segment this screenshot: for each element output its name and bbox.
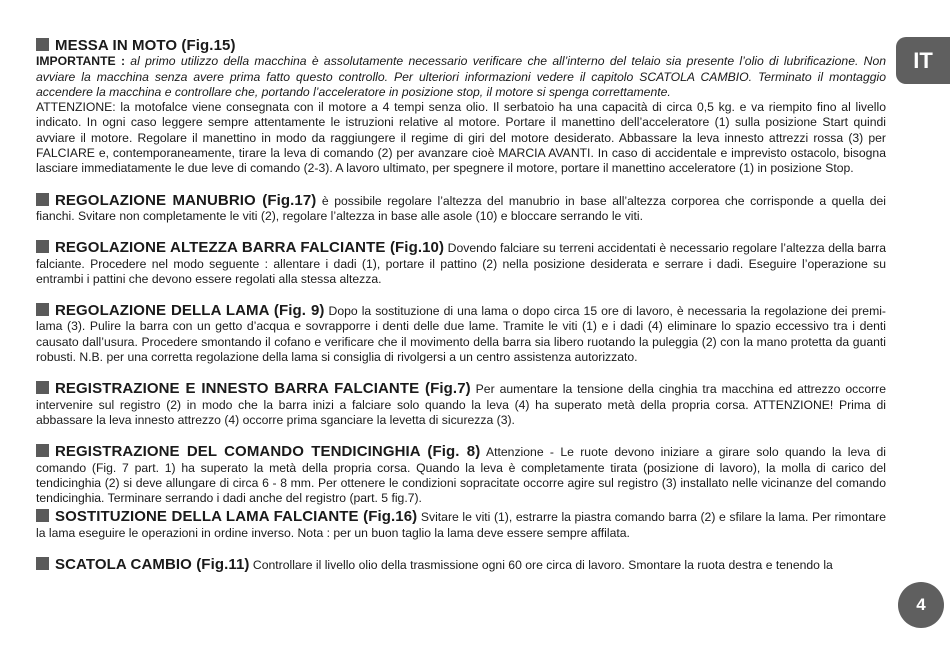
section-regolazione-altezza-barra xyxy=(36,240,886,287)
section-registrazione-tendicinghia xyxy=(36,444,886,506)
section-title: REGISTRAZIONE DEL COMANDO TENDICINGHIA (Fig. 8) xyxy=(55,443,481,461)
square-bullet-icon xyxy=(36,240,49,253)
section-body: Per aumentare la tensione della cinghia tra macchina ed attrezzo occorre intervenire sul registro (2) in modo che la barra inizi a falciare solo quando la leva (4) ha superato metà della propria corsa. ATTENZIONE! Prima di abbassare la leva innesto attrezzo (4) occorre prima sganciare la levetta di sicurezza (3). xyxy=(36,382,887,427)
section-registrazione-innesto-barra xyxy=(36,381,886,428)
section-title: MESSA IN MOTO (Fig.15) xyxy=(55,37,236,54)
section-title: REGOLAZIONE MANUBRIO (Fig.17) xyxy=(55,191,317,209)
section-title: REGOLAZIONE ALTEZZA BARRA FALCIANTE (Fig.10) xyxy=(55,239,445,257)
page-number: 4 xyxy=(898,582,944,628)
important-text: al primo utilizzo della macchina è assolutamente necessario verificare che all’interno del telaio sia presente l’olio di lubrificazione. Non avviare la macchina senza avere prima fatto questo controllo. Per ulteriori informazioni vedere il capitolo SCATOLA CAMBIO. Terminato il montaggio accendere la macchina e controllare che, portando l’acceleratore in posizione stop, il motore si spenga correttamente. xyxy=(36,54,886,99)
section-messa-in-moto xyxy=(36,38,886,177)
section-body: Attenzione - Le ruote devono iniziare a girare solo quando la leva di comando (Fig. 7 part. 1) ha superato la metà della propria corsa. Quando la leva è completamente tirata (posizione di lavoro), la molla di carico del tendicinghia (2) si deve allungare di circa 6 - 8 mm. Per ottenere le condizioni sopracitate occorre agire sul registro (3) installato nelle vicinanze del comando tendicinghia. Terminare serrando i dadi anche del registro (part. 5 fig.7). xyxy=(36,445,886,506)
section-body: Controllare il livello olio della trasmissione ogni 60 ore circa di lavoro. Smontare la ruota destra e tenendo la xyxy=(249,558,833,573)
square-bullet-icon xyxy=(36,381,49,394)
square-bullet-icon xyxy=(36,557,49,570)
section-regolazione-lama xyxy=(36,303,886,365)
section-regolazione-manubrio xyxy=(36,193,886,225)
section-title: SCATOLA CAMBIO (Fig.11) xyxy=(55,556,250,574)
square-bullet-icon xyxy=(36,444,49,457)
square-bullet-icon xyxy=(36,38,49,51)
important-label: IMPORTANTE : xyxy=(36,54,126,69)
square-bullet-icon xyxy=(36,303,49,316)
section-title: SOSTITUZIONE DELLA LAMA FALCIANTE (Fig.16) xyxy=(55,508,418,526)
section-title: REGISTRAZIONE E INNESTO BARRA FALCIANTE (Fig.7) xyxy=(55,380,471,398)
section-scatola-cambio xyxy=(36,557,886,573)
manual-page xyxy=(36,38,886,573)
language-tab: IT xyxy=(896,37,950,84)
section-body: è possibile regolare l’altezza del manubrio in base all’altezza corporea che corrisponde a quella dei fianchi. Svitare non completamente le viti (2), regolare l’altezza in base alle asole (10) e bloccare serrando le viti. xyxy=(36,193,886,223)
section-body: Dopo la sostituzione di una lama o dopo circa 15 ore di lavoro, è necessaria la regolazione dei premi-lama (3). Pulire la barra con un getto d’acqua e sovrapporre i denti delle due lame. Tramite le viti (1) e i dadi (4) eliminare lo spazio eccessivo tra i denti causato dall’usura. Procedere smontando il cofano e verificare che il movimento della barra sia libero ruotando la puleggia (2) con la mano protetta da guanti robusti. N.B. per una corretta regolazione della lama si consiglia di rivolgersi a un centro assistenza autorizzato. xyxy=(36,304,886,365)
square-bullet-icon xyxy=(36,509,49,522)
square-bullet-icon xyxy=(36,193,49,206)
section-sostituzione-lama xyxy=(36,509,886,541)
section-body: Dovendo falciare su terreni accidentati è necessario regolare l’altezza della barra falciante. Procedere nel modo seguente : allentare i dadi (1), portare il pattino (2) nella posizione desiderata e serrare i dadi. Eseguire l’operazione su entrambi i pattini che devono essere regolati alla stessa altezza. xyxy=(36,241,886,286)
section-body: ATTENZIONE: la motofalce viene consegnata con il motore a 4 tempi senza olio. Il serbatoio ha una capacità di circa 0,5 kg. e va riempito fino al livello indicato. In ogni caso leggere sempre attentamente le istruzioni relative al motore. Portare il manettino dell’acceleratore (1) sulla posizione Start quindi avviare il motore. Regolare il manettino in modo da raggiungere il regime di giri del motore desiderato. Abbassare la leva innesto attrezzi rossa (3) per FALCIARE e, contemporaneamente, tirare la leva di comando (2) per avanzare cioè MARCIA AVANTI. In caso di accidentale e imprevisto ostacolo, bisogna lasciare immediatamente le due leve di comando (2-3). A lavoro ultimato, per spegnere il motore, portare il manettino acceleratore (1) in posizione Stop. xyxy=(36,100,886,176)
section-title: REGOLAZIONE DELLA LAMA (Fig. 9) xyxy=(55,302,325,320)
section-body: Svitare le viti (1), estrarre la piastra comando barra (2) e sfilare la lama. Per rimontare la lama eseguire le operazioni in ordine inverso. Nota : per un buon taglio la lama deve essere sempre affilata. xyxy=(36,510,886,540)
